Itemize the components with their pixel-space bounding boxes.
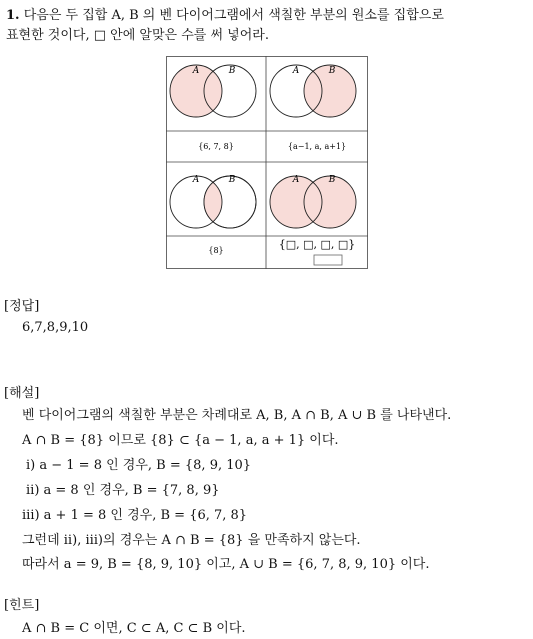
label-b: B bbox=[228, 66, 236, 76]
caption-intersection: {8} bbox=[208, 246, 224, 255]
answer-value: 6,7,8,9,10 bbox=[22, 320, 89, 335]
caption-b: {a−1, a, a+1} bbox=[287, 142, 347, 151]
label-a: A bbox=[192, 175, 200, 185]
solution-case-3: ⅲ) a + 1 = 8 인 경우, B = {6, 7, 8} bbox=[22, 508, 248, 523]
solution-header: [해설] bbox=[4, 386, 40, 401]
answer-header: [정답] bbox=[4, 299, 40, 314]
solution-line-6: 그런데 ⅱ), ⅲ)의 경우는 A ∩ B = {8} 을 만족하지 않는다. bbox=[22, 533, 361, 548]
label-b: B bbox=[328, 175, 336, 185]
solution-case-2: ⅱ) a = 8 인 경우, B = {7, 8, 9} bbox=[26, 483, 220, 498]
venn-cell-intersection bbox=[170, 175, 256, 228]
question-text-1: 다음은 두 집합 A, B 의 벤 다이어그램에서 색칠한 부분의 원소를 집합으로 bbox=[23, 8, 444, 23]
caption-union-blanks: {□, □, □, □} bbox=[278, 238, 356, 251]
hint-header: [힌트] bbox=[4, 598, 40, 613]
hint-text: A ∩ B = C 이면, C ⊂ A, C ⊂ B 이다. bbox=[22, 621, 246, 636]
venn-cell-union bbox=[270, 175, 356, 228]
label-a: A bbox=[292, 175, 300, 185]
label-b: B bbox=[228, 175, 236, 185]
label-a: A bbox=[192, 66, 200, 76]
question-text-2: 표현한 것이다, □ 안에 알맞은 수를 써 넣어라. bbox=[6, 28, 269, 43]
question-number: 1. bbox=[6, 8, 20, 23]
solution-conclusion: 따라서 a = 9, B = {8, 9, 10} 이고, A ∪ B = {6, 7, 8, 9, 10} 이다. bbox=[22, 557, 430, 572]
label-b: B bbox=[328, 66, 336, 76]
label-a: A bbox=[292, 66, 300, 76]
venn-cell-b bbox=[270, 65, 356, 117]
solution-case-1: ⅰ) a − 1 = 8 인 경우, B = {8, 9, 10} bbox=[26, 458, 252, 473]
answer-blank-box[interactable] bbox=[314, 255, 342, 265]
question-line-1 bbox=[6, 6, 444, 26]
solution-line-1: 벤 다이어그램의 색칠한 부분은 차례대로 A, B, A ∩ B, A ∪ B 를 나타낸다. bbox=[22, 408, 452, 423]
caption-a: {6, 7, 8} bbox=[198, 142, 234, 151]
venn-cell-a bbox=[170, 65, 256, 117]
venn-diagram-table bbox=[166, 56, 368, 269]
solution-line-2: A ∩ B = {8} 이므로 {8} ⊂ {a − 1, a, a + 1} 이다. bbox=[22, 433, 339, 448]
